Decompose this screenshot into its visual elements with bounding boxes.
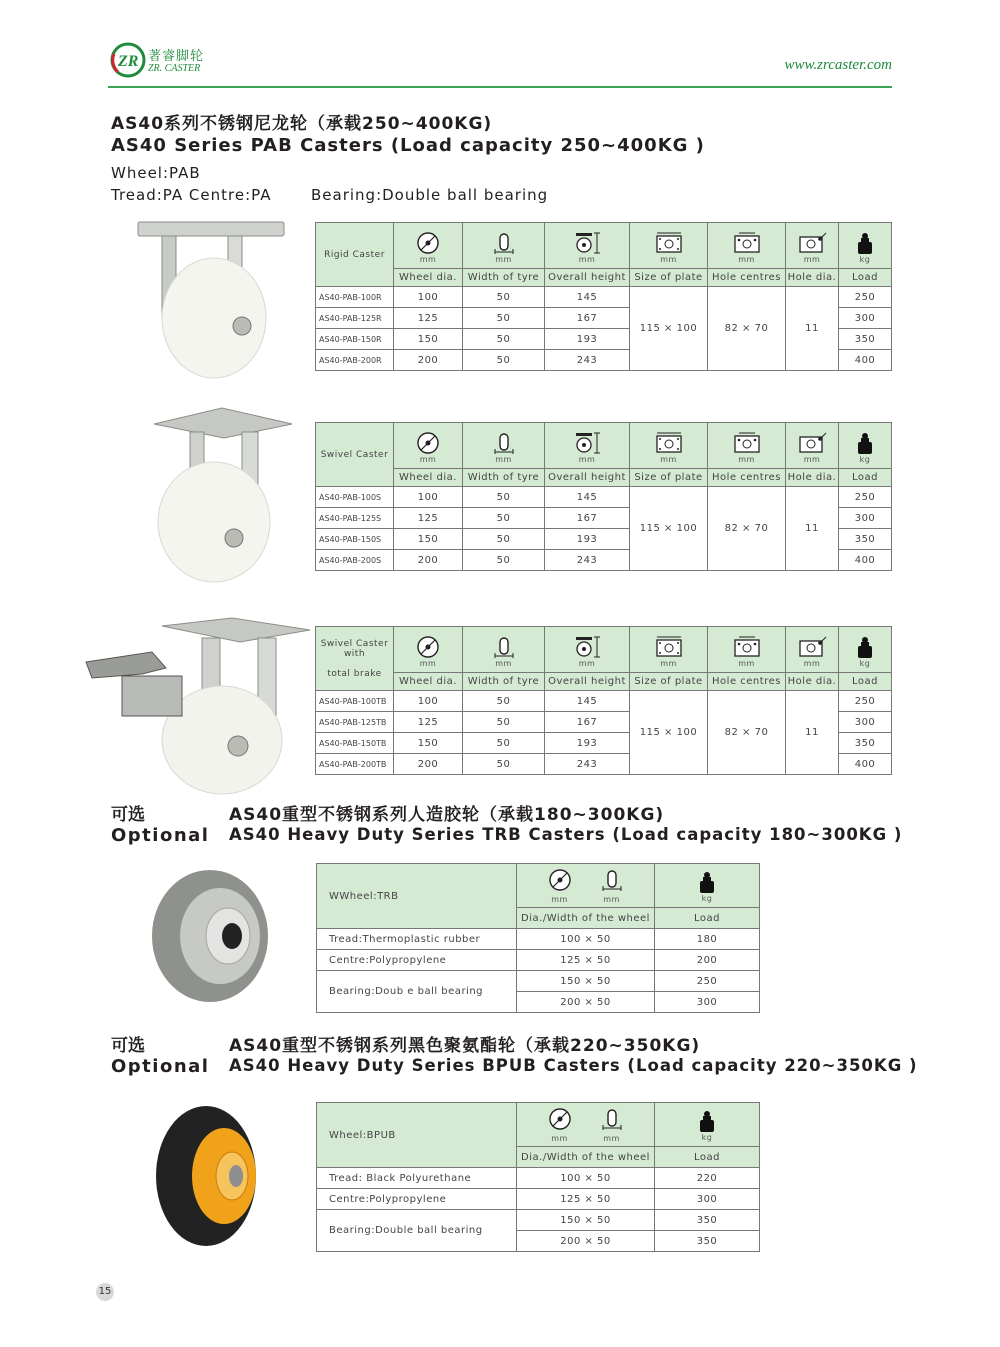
model-code: AS40-PAB-150TB xyxy=(316,733,394,754)
plate-size-value: 115 × 100 xyxy=(630,287,708,371)
hole-centres-value: 82 × 70 xyxy=(708,487,786,571)
column-icon-cell: mm xyxy=(463,627,545,673)
wheel-dia-value: 125 xyxy=(394,712,463,733)
wheel-dia-value: 100 xyxy=(394,287,463,308)
overall-height-value: 167 xyxy=(545,712,630,733)
load-value: 350 xyxy=(839,733,892,754)
dia-width-value: 200 × 50 xyxy=(517,1231,655,1252)
dia-width-icon-cell: mm mm xyxy=(517,1103,655,1147)
load-value: 300 xyxy=(839,308,892,329)
optional-label-en: Optional xyxy=(111,825,210,846)
table-row xyxy=(316,287,892,308)
tyre-width-icon xyxy=(491,431,517,455)
overall-height-icon xyxy=(572,635,602,659)
bpub-title-cn: AS40重型不锈钢系列黑色聚氨酯轮（承载220~350KG) xyxy=(229,1036,701,1056)
column-icon-cell: kg xyxy=(839,627,892,673)
load-weight-icon xyxy=(855,231,875,255)
caster-type-cell: Rigid Caster xyxy=(316,223,394,287)
load-value: 250 xyxy=(655,971,760,992)
load-value: 350 xyxy=(655,1231,760,1252)
model-code: AS40-PAB-125S xyxy=(316,508,394,529)
model-code: AS40-PAB-100TB xyxy=(316,691,394,712)
load-weight-icon xyxy=(855,431,875,455)
hole-centres-icon xyxy=(731,231,763,255)
optional-label-cn: 可选 xyxy=(111,805,145,825)
wheel-dia-value: 100 xyxy=(394,487,463,508)
column-icon-cell: mm xyxy=(630,627,708,673)
wheel-dia-value: 200 xyxy=(394,350,463,371)
column-icon-cell: mm xyxy=(545,627,630,673)
load-weight-icon xyxy=(855,635,875,659)
wheel-diameter-icon xyxy=(415,635,441,659)
dia-width-value: 125 × 50 xyxy=(517,950,655,971)
optional-wheel-table xyxy=(316,1102,760,1252)
tread-spec: Tread: Black Polyurethane xyxy=(317,1168,517,1189)
optional-label-cn-2: 可选 xyxy=(111,1036,145,1056)
column-label: Hole dia. xyxy=(786,469,839,487)
load-value: 400 xyxy=(839,550,892,571)
page-title-en: AS40 Series PAB Casters (Load capacity 250~400KG ) xyxy=(111,135,705,156)
bearing-spec: Bearing:Double ball bearing xyxy=(317,1210,517,1252)
dia-width-label: Dia./Width of the wheel xyxy=(517,1147,655,1168)
tyre-width-value: 50 xyxy=(463,712,545,733)
hole-dia-value: 11 xyxy=(786,691,839,775)
page-number: 15 xyxy=(96,1283,114,1301)
column-icon-cell: mm xyxy=(545,423,630,469)
dia-width-value: 150 × 50 xyxy=(517,971,655,992)
caster-type-cell: Swivel Caster xyxy=(316,423,394,487)
dia-width-value: 125 × 50 xyxy=(517,1189,655,1210)
column-label: Size of plate xyxy=(630,269,708,287)
overall-height-icon xyxy=(572,431,602,455)
trb-title-cn: AS40重型不锈钢系列人造胶轮（承载180~300KG) xyxy=(229,805,665,825)
tyre-width-value: 50 xyxy=(463,529,545,550)
column-label: Width of tyre xyxy=(463,469,545,487)
column-icon-cell: mm xyxy=(394,223,463,269)
wheel-dia-value: 150 xyxy=(394,529,463,550)
hole-centres-icon xyxy=(731,431,763,455)
wheel-dia-value: 150 xyxy=(394,329,463,350)
model-code: AS40-PAB-200R xyxy=(316,350,394,371)
load-value: 400 xyxy=(839,754,892,775)
column-label: Width of tyre xyxy=(463,673,545,691)
load-value: 180 xyxy=(655,929,760,950)
column-icon-cell: mm xyxy=(708,627,786,673)
centre-spec: Centre:Polypropylene xyxy=(317,1189,517,1210)
column-label: Overall height xyxy=(545,673,630,691)
overall-height-value: 243 xyxy=(545,754,630,775)
column-label: Wheel dia. xyxy=(394,673,463,691)
plate-size-icon xyxy=(653,431,685,455)
wheel-dia-value: 200 xyxy=(394,754,463,775)
tyre-width-value: 50 xyxy=(463,691,545,712)
brake-caster-image xyxy=(82,616,312,796)
hole-dia-value: 11 xyxy=(786,287,839,371)
dia-width-value: 150 × 50 xyxy=(517,1210,655,1231)
column-label: Wheel dia. xyxy=(394,269,463,287)
overall-height-value: 243 xyxy=(545,550,630,571)
column-label: Hole centres xyxy=(708,269,786,287)
model-code: AS40-PAB-150S xyxy=(316,529,394,550)
column-label: Size of plate xyxy=(630,673,708,691)
table-row xyxy=(317,1189,760,1210)
page-title-cn: AS40系列不锈钢尼龙轮（承载250~400KG) xyxy=(111,114,493,134)
website-link[interactable]: www.zrcaster.com xyxy=(784,57,892,73)
tyre-width-value: 50 xyxy=(463,733,545,754)
overall-height-value: 193 xyxy=(545,529,630,550)
load-weight-icon xyxy=(697,1109,717,1133)
overall-height-icon xyxy=(572,231,602,255)
tyre-width-value: 50 xyxy=(463,329,545,350)
wheel-dia-value: 150 xyxy=(394,733,463,754)
hole-diameter-icon xyxy=(796,231,828,255)
wheel-diameter-icon xyxy=(415,431,441,455)
load-label: Load xyxy=(655,908,760,929)
tyre-width-icon xyxy=(491,635,517,659)
load-value: 350 xyxy=(839,529,892,550)
overall-height-value: 167 xyxy=(545,308,630,329)
tyre-width-value: 50 xyxy=(463,550,545,571)
rigid-caster-image xyxy=(132,216,292,382)
table-row xyxy=(317,950,760,971)
tyre-width-value: 50 xyxy=(463,308,545,329)
table-row xyxy=(317,1210,760,1231)
header-rule xyxy=(108,86,892,88)
wheel-dia-value: 125 xyxy=(394,508,463,529)
hole-centres-value: 82 × 70 xyxy=(708,691,786,775)
load-value: 300 xyxy=(839,712,892,733)
column-label: Wheel dia. xyxy=(394,469,463,487)
column-icon-cell: mm xyxy=(786,223,839,269)
load-value: 250 xyxy=(839,287,892,308)
column-icon-cell: mm xyxy=(630,223,708,269)
overall-height-value: 193 xyxy=(545,329,630,350)
model-code: AS40-PAB-100R xyxy=(316,287,394,308)
column-icon-cell: mm xyxy=(708,223,786,269)
wheel-diameter-icon xyxy=(547,868,573,892)
column-label: Load xyxy=(839,269,892,287)
column-icon-cell: mm xyxy=(463,423,545,469)
bpub-title-en: AS40 Heavy Duty Series BPUB Casters (Load capacity 220~350KG ) xyxy=(229,1056,918,1075)
model-code: AS40-PAB-200S xyxy=(316,550,394,571)
column-label: Load xyxy=(839,673,892,691)
bearing-spec: Bearing:Double ball bearing xyxy=(311,186,549,204)
tyre-width-value: 50 xyxy=(463,487,545,508)
wheel-type-cell: Wheel:BPUB xyxy=(317,1103,517,1168)
column-icon-cell: kg xyxy=(839,423,892,469)
spec-table xyxy=(315,422,892,571)
column-label: Overall height xyxy=(545,469,630,487)
spec-table xyxy=(315,626,892,775)
table-row xyxy=(317,971,760,992)
column-label: Hole dia. xyxy=(786,673,839,691)
load-weight-icon xyxy=(697,870,717,894)
wheel-diameter-icon xyxy=(415,231,441,255)
wheel-dia-value: 125 xyxy=(394,308,463,329)
column-label: Hole centres xyxy=(708,469,786,487)
plate-size-icon xyxy=(653,231,685,255)
column-label: Hole dia. xyxy=(786,269,839,287)
table-row xyxy=(317,1168,760,1189)
overall-height-value: 145 xyxy=(545,487,630,508)
bpub-wheel-image xyxy=(154,1104,262,1248)
hole-centres-value: 82 × 70 xyxy=(708,287,786,371)
wheel-type-cell: WWheel:TRB xyxy=(317,864,517,929)
model-code: AS40-PAB-125R xyxy=(316,308,394,329)
bearing-spec: Bearing:Doub e ball bearing xyxy=(317,971,517,1013)
load-icon-cell: kg xyxy=(655,864,760,908)
trb-wheel-image xyxy=(150,868,272,1004)
overall-height-value: 145 xyxy=(545,691,630,712)
column-label: Width of tyre xyxy=(463,269,545,287)
column-icon-cell: mm xyxy=(394,423,463,469)
table-row xyxy=(316,487,892,508)
hole-dia-value: 11 xyxy=(786,487,839,571)
tyre-width-value: 50 xyxy=(463,287,545,308)
load-value: 200 xyxy=(655,950,760,971)
spec-table xyxy=(315,222,892,371)
column-label: Size of plate xyxy=(630,469,708,487)
column-label: Hole centres xyxy=(708,673,786,691)
optional-label-en-2: Optional xyxy=(111,1056,210,1077)
tyre-width-icon xyxy=(599,868,625,892)
column-icon-cell: mm xyxy=(786,423,839,469)
load-value: 250 xyxy=(839,487,892,508)
model-code: AS40-PAB-125TB xyxy=(316,712,394,733)
dia-width-icon-cell: mm mm xyxy=(517,864,655,908)
wheel-spec: Wheel:PAB xyxy=(111,164,201,182)
plate-size-value: 115 × 100 xyxy=(630,487,708,571)
tyre-width-value: 50 xyxy=(463,754,545,775)
plate-size-icon xyxy=(653,635,685,659)
wheel-dia-value: 100 xyxy=(394,691,463,712)
trb-title-en: AS40 Heavy Duty Series TRB Casters (Load capacity 180~300KG ) xyxy=(229,825,903,844)
optional-wheel-table xyxy=(316,863,760,1013)
column-icon-cell: mm xyxy=(394,627,463,673)
centre-spec: Centre:Polypropylene xyxy=(317,950,517,971)
model-code: AS40-PAB-150R xyxy=(316,329,394,350)
hole-centres-icon xyxy=(731,635,763,659)
overall-height-value: 145 xyxy=(545,287,630,308)
logo-english-name: ZR. CASTER xyxy=(148,63,201,74)
wheel-diameter-icon xyxy=(547,1107,573,1131)
model-code: AS40-PAB-100S xyxy=(316,487,394,508)
tyre-width-value: 50 xyxy=(463,350,545,371)
load-value: 300 xyxy=(655,1189,760,1210)
wheel-dia-value: 200 xyxy=(394,550,463,571)
column-icon-cell: mm xyxy=(545,223,630,269)
load-value: 400 xyxy=(839,350,892,371)
column-icon-cell: mm xyxy=(463,223,545,269)
tread-centre-spec: Tread:PA Centre:PA xyxy=(111,186,272,204)
dia-width-label: Dia./Width of the wheel xyxy=(517,908,655,929)
logo-chinese-name: 著睿脚轮 xyxy=(148,49,205,64)
swivel-caster-image xyxy=(146,404,298,584)
caster-type-cell: Swivel Caster with total brake xyxy=(316,627,394,691)
tyre-width-value: 50 xyxy=(463,508,545,529)
load-value: 250 xyxy=(839,691,892,712)
dia-width-value: 100 × 50 xyxy=(517,1168,655,1189)
load-label: Load xyxy=(655,1147,760,1168)
column-icon-cell: mm xyxy=(630,423,708,469)
load-value: 300 xyxy=(839,508,892,529)
overall-height-value: 167 xyxy=(545,508,630,529)
dia-width-value: 100 × 50 xyxy=(517,929,655,950)
column-label: Load xyxy=(839,469,892,487)
load-icon-cell: kg xyxy=(655,1103,760,1147)
svg-text:ZR: ZR xyxy=(118,53,139,70)
column-icon-cell: mm xyxy=(786,627,839,673)
table-row xyxy=(316,691,892,712)
overall-height-value: 243 xyxy=(545,350,630,371)
tyre-width-icon xyxy=(599,1107,625,1131)
hole-diameter-icon xyxy=(796,635,828,659)
plate-size-value: 115 × 100 xyxy=(630,691,708,775)
tread-spec: Tread:Thermoplastic rubber xyxy=(317,929,517,950)
dia-width-value: 200 × 50 xyxy=(517,992,655,1013)
load-value: 350 xyxy=(839,329,892,350)
table-row xyxy=(317,929,760,950)
load-value: 350 xyxy=(655,1210,760,1231)
overall-height-value: 193 xyxy=(545,733,630,754)
column-label: Overall height xyxy=(545,269,630,287)
hole-diameter-icon xyxy=(796,431,828,455)
tyre-width-icon xyxy=(491,231,517,255)
load-value: 220 xyxy=(655,1168,760,1189)
model-code: AS40-PAB-200TB xyxy=(316,754,394,775)
load-value: 300 xyxy=(655,992,760,1013)
column-icon-cell: mm xyxy=(708,423,786,469)
column-icon-cell: kg xyxy=(839,223,892,269)
